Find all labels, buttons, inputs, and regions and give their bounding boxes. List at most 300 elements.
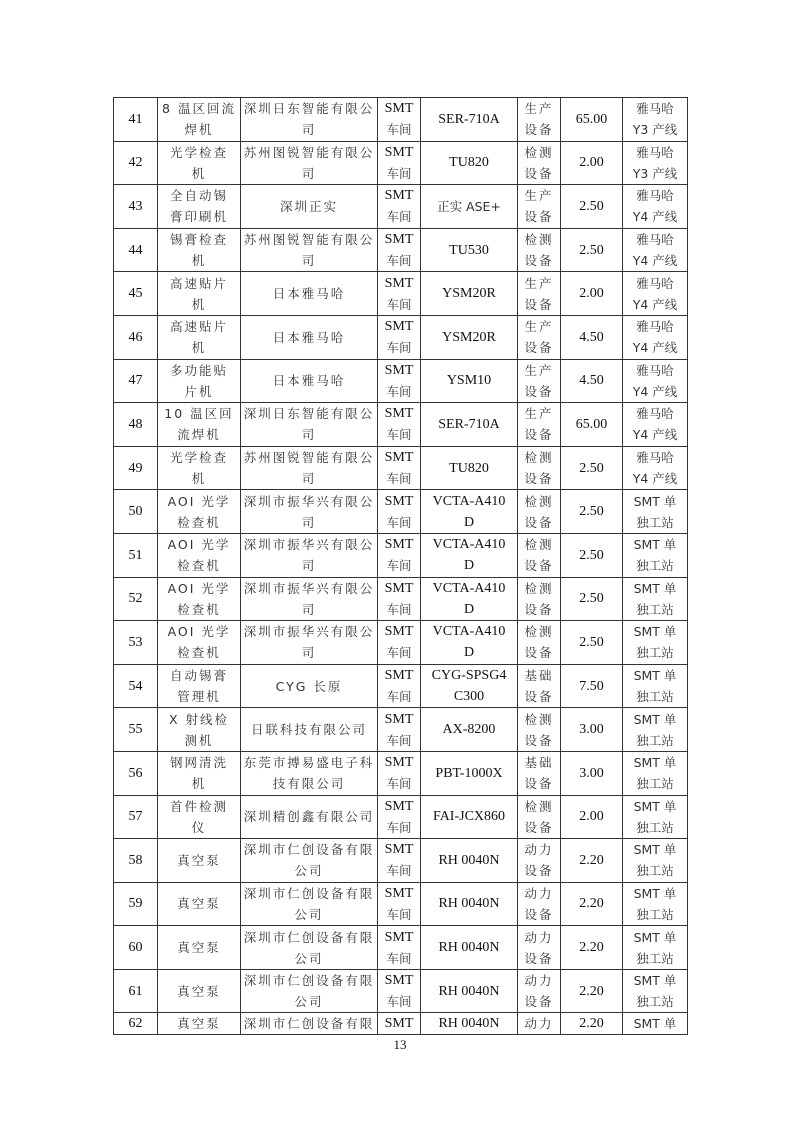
row-number-text: 45 [128, 286, 143, 302]
equipment-name-line: 自动锡膏 [169, 668, 228, 684]
workshop-line: 车间 [386, 514, 412, 530]
row-number-cell [114, 228, 158, 272]
table-row [114, 359, 688, 403]
equipment-type-cell [518, 185, 561, 229]
equipment-name-line: 8 温区回流 [162, 101, 236, 117]
workshop-line: 车间 [386, 906, 412, 922]
model-line: RH 0040N [438, 896, 500, 912]
table-row [114, 185, 688, 229]
row-number-text: 48 [128, 416, 143, 432]
location-line: 独工站 [636, 906, 674, 922]
value-text: 2.50 [579, 198, 604, 214]
row-number-cell [114, 577, 158, 621]
model-line: D [463, 558, 475, 574]
equipment-name-line: 仪 [191, 819, 207, 835]
workshop-line: SMT [384, 1016, 414, 1032]
value-text: 2.20 [579, 983, 604, 999]
location-line: 雅马哈 [636, 406, 674, 422]
manufacturer-line: 公司 [294, 906, 324, 922]
location-line: Y4 产线 [632, 383, 678, 399]
location-cell [623, 403, 688, 447]
value-cell [561, 359, 623, 403]
workshop-cell [378, 490, 421, 534]
location-cell [623, 664, 688, 708]
location-cell [623, 228, 688, 272]
equipment-name-cell [158, 446, 241, 490]
manufacturer-line: 司 [301, 122, 317, 138]
equipment-name-line: 高速贴片 [169, 319, 228, 335]
manufacturer-line: 深圳市振华兴有限公 [243, 580, 375, 596]
value-text: 65.00 [575, 416, 608, 432]
manufacturer-line: 公司 [294, 863, 324, 879]
model-cell [421, 839, 518, 883]
manufacturer-cell [241, 490, 378, 534]
row-number-cell [114, 969, 158, 1013]
model-cell [421, 751, 518, 795]
table-row [114, 315, 688, 359]
workshop-cell [378, 839, 421, 883]
manufacturer-cell [241, 839, 378, 883]
model-cell [421, 664, 518, 708]
location-cell [623, 839, 688, 883]
value-cell [561, 228, 623, 272]
table-row [114, 664, 688, 708]
equipment-name-cell [158, 490, 241, 534]
equipment-name-cell [158, 664, 241, 708]
row-number-text: 41 [128, 111, 143, 127]
model-line: C300 [453, 689, 485, 705]
row-number-cell [114, 926, 158, 970]
equipment-type-line: 检测 [524, 580, 554, 596]
equipment-type-line: 检测 [524, 711, 554, 727]
workshop-line: 车间 [386, 340, 412, 356]
equipment-name-line: 真空泵 [177, 852, 221, 868]
row-number-cell [114, 664, 158, 708]
equipment-name-line: 片机 [184, 383, 214, 399]
value-text: 3.00 [579, 722, 604, 738]
row-number-cell [114, 751, 158, 795]
value-text: 2.00 [579, 809, 604, 825]
value-text: 2.20 [579, 852, 604, 868]
location-line: 独工站 [636, 645, 674, 661]
table-row [114, 228, 688, 272]
row-number-text: 44 [128, 242, 143, 258]
value-text: 4.50 [579, 329, 604, 345]
manufacturer-cell [241, 272, 378, 316]
model-cell [421, 708, 518, 752]
model-line: RH 0040N [438, 940, 500, 956]
manufacturer-line: 日本雅马哈 [272, 329, 346, 345]
equipment-name-line: 焊机 [184, 122, 214, 138]
location-cell [623, 882, 688, 926]
location-line: SMT 单 [633, 885, 677, 901]
equipment-type-cell [518, 228, 561, 272]
workshop-line: SMT [384, 319, 414, 335]
manufacturer-cell [241, 98, 378, 142]
workshop-line: 车间 [386, 645, 412, 661]
location-line: 雅马哈 [636, 101, 674, 117]
workshop-line: SMT [384, 624, 414, 640]
equipment-name-line: 真空泵 [177, 940, 221, 956]
location-cell [623, 141, 688, 185]
manufacturer-line: 司 [301, 514, 317, 530]
value-cell [561, 403, 623, 447]
equipment-type-cell [518, 490, 561, 534]
model-cell [421, 533, 518, 577]
manufacturer-line: 司 [301, 558, 317, 574]
row-number-cell [114, 272, 158, 316]
equipment-type-line: 设备 [524, 209, 554, 225]
equipment-type-line: 检测 [524, 624, 554, 640]
manufacturer-line: 苏州图锐智能有限公 [243, 450, 375, 466]
location-line: 独工站 [636, 776, 674, 792]
table-row [114, 751, 688, 795]
model-cell [421, 446, 518, 490]
equipment-type-cell [518, 664, 561, 708]
workshop-cell [378, 751, 421, 795]
manufacturer-line: 司 [301, 165, 317, 181]
model-cell [421, 272, 518, 316]
equipment-name-line: 10 温区回 [164, 406, 234, 422]
table-row [114, 490, 688, 534]
equipment-name-cell [158, 533, 241, 577]
value-text: 7.50 [579, 678, 604, 694]
workshop-cell [378, 403, 421, 447]
equipment-name-cell [158, 795, 241, 839]
manufacturer-line: 深圳市仁创设备有限 [243, 842, 375, 858]
equipment-name-line: 真空泵 [177, 896, 221, 912]
location-line: 独工站 [636, 863, 674, 879]
workshop-cell [378, 577, 421, 621]
location-line: SMT 单 [633, 580, 677, 596]
manufacturer-cell [241, 621, 378, 665]
row-number-text: 62 [128, 1016, 143, 1032]
table-row [114, 141, 688, 185]
row-number-text: 50 [128, 504, 143, 520]
location-line: SMT 单 [633, 1016, 677, 1032]
manufacturer-line: 深圳市振华兴有限公 [243, 537, 375, 553]
manufacturer-line: 司 [301, 645, 317, 661]
equipment-type-line: 设备 [524, 122, 554, 138]
equipment-name-line: X 射线检 [168, 711, 230, 727]
equipment-name-cell [158, 1013, 241, 1035]
location-line: SMT 单 [633, 929, 677, 945]
manufacturer-line: 深圳日东智能有限公 [243, 101, 375, 117]
manufacturer-cell [241, 403, 378, 447]
location-line: 独工站 [636, 558, 674, 574]
equipment-name-line: AOI 光学 [167, 537, 231, 553]
model-line: AX-8200 [442, 722, 496, 738]
equipment-type-line: 生产 [524, 188, 554, 204]
equipment-name-line: 检查机 [177, 601, 221, 617]
equipment-name-line: 机 [191, 165, 207, 181]
equipment-type-line: 检测 [524, 144, 554, 160]
location-line: 独工站 [636, 601, 674, 617]
row-number-text: 56 [128, 765, 143, 781]
equipment-name-line: 真空泵 [177, 1016, 221, 1032]
equipment-name-line: 机 [191, 776, 207, 792]
value-cell [561, 926, 623, 970]
value-cell [561, 185, 623, 229]
equipment-name-line: 首件检测 [169, 798, 228, 814]
equipment-name-line: 膏印刷机 [169, 209, 228, 225]
location-cell [623, 315, 688, 359]
equipment-type-cell [518, 969, 561, 1013]
equipment-name-line: 机 [191, 253, 207, 269]
row-number-text: 55 [128, 722, 143, 738]
workshop-line: SMT [384, 711, 414, 727]
value-text: 3.00 [579, 765, 604, 781]
workshop-line: 车间 [386, 165, 412, 181]
equipment-type-line: 设备 [524, 776, 554, 792]
manufacturer-line: 公司 [294, 994, 324, 1010]
workshop-line: 车间 [386, 601, 412, 617]
value-cell [561, 795, 623, 839]
equipment-name-line: 机 [191, 340, 207, 356]
location-cell [623, 533, 688, 577]
workshop-line: SMT [384, 885, 414, 901]
location-line: Y4 产线 [632, 427, 678, 443]
equipment-type-line: 生产 [524, 101, 554, 117]
manufacturer-line: 深圳精创鑫有限公司 [243, 809, 375, 825]
location-line: 雅马哈 [636, 362, 674, 378]
model-cell [421, 228, 518, 272]
location-cell [623, 272, 688, 316]
value-cell [561, 882, 623, 926]
equipment-type-line: 设备 [524, 645, 554, 661]
manufacturer-cell [241, 577, 378, 621]
model-line: SER-710A [438, 111, 500, 127]
model-line: VCTA-A410 [432, 537, 506, 553]
value-text: 2.00 [579, 155, 604, 171]
model-line: D [463, 514, 475, 530]
model-cell [421, 315, 518, 359]
workshop-cell [378, 926, 421, 970]
table-row [114, 446, 688, 490]
table-row [114, 533, 688, 577]
value-cell [561, 1013, 623, 1035]
location-line: 独工站 [636, 732, 674, 748]
value-cell [561, 141, 623, 185]
equipment-name-line: 高速贴片 [169, 275, 228, 291]
table-row [114, 969, 688, 1013]
value-cell [561, 315, 623, 359]
value-cell [561, 577, 623, 621]
manufacturer-cell [241, 1013, 378, 1035]
equipment-name-line: AOI 光学 [167, 580, 231, 596]
equipment-type-line: 检测 [524, 798, 554, 814]
location-line: Y4 产线 [632, 253, 678, 269]
row-number-cell [114, 315, 158, 359]
workshop-line: SMT [384, 973, 414, 989]
manufacturer-line: 日本雅马哈 [272, 373, 346, 389]
workshop-cell [378, 185, 421, 229]
table-row [114, 795, 688, 839]
table-row [114, 839, 688, 883]
model-line: FAI-JCX860 [432, 809, 506, 825]
table-row [114, 621, 688, 665]
manufacturer-line: 深圳市仁创设备有限 [243, 973, 375, 989]
workshop-line: SMT [384, 929, 414, 945]
equipment-name-line: 机 [191, 296, 207, 312]
model-line: PBT-1000X [435, 765, 503, 781]
equipment-type-line: 设备 [524, 906, 554, 922]
manufacturer-cell [241, 315, 378, 359]
manufacturer-cell [241, 795, 378, 839]
equipment-type-line: 设备 [524, 165, 554, 181]
equipment-type-cell [518, 751, 561, 795]
equipment-name-line: 检查机 [177, 558, 221, 574]
manufacturer-line: 苏州图锐智能有限公 [243, 232, 375, 248]
location-line: 雅马哈 [636, 319, 674, 335]
equipment-type-line: 设备 [524, 994, 554, 1010]
model-line: SER-710A [438, 416, 500, 432]
equipment-name-cell [158, 315, 241, 359]
model-line: D [463, 645, 475, 661]
workshop-line: 车间 [386, 863, 412, 879]
value-cell [561, 708, 623, 752]
equipment-type-line: 动力 [524, 929, 554, 945]
location-line: SMT 单 [633, 493, 677, 509]
value-cell [561, 969, 623, 1013]
model-line: VCTA-A410 [432, 493, 506, 509]
model-cell [421, 926, 518, 970]
location-cell [623, 359, 688, 403]
equipment-name-cell [158, 708, 241, 752]
workshop-line: 车间 [386, 950, 412, 966]
equipment-type-line: 检测 [524, 493, 554, 509]
model-line: RH 0040N [438, 852, 500, 868]
location-cell [623, 446, 688, 490]
model-line: D [463, 601, 475, 617]
value-cell [561, 621, 623, 665]
equipment-name-cell [158, 926, 241, 970]
location-line: 雅马哈 [636, 232, 674, 248]
table-row [114, 577, 688, 621]
table-row [114, 1013, 688, 1035]
equipment-name-line: 钢网清洗 [169, 755, 228, 771]
equipment-type-line: 设备 [524, 819, 554, 835]
manufacturer-line: 技有限公司 [272, 776, 346, 792]
location-line: Y3 产线 [632, 165, 678, 181]
equipment-type-line: 检测 [524, 537, 554, 553]
value-text: 2.50 [579, 460, 604, 476]
equipment-type-line: 检测 [524, 232, 554, 248]
value-text: 2.50 [579, 504, 604, 520]
location-line: 雅马哈 [636, 275, 674, 291]
manufacturer-line: 苏州图锐智能有限公 [243, 144, 375, 160]
workshop-line: SMT [384, 755, 414, 771]
equipment-name-cell [158, 882, 241, 926]
value-text: 65.00 [575, 111, 608, 127]
row-number-cell [114, 403, 158, 447]
workshop-line: 车间 [386, 732, 412, 748]
equipment-type-cell [518, 533, 561, 577]
model-cell [421, 882, 518, 926]
equipment-name-line: 全自动锡 [169, 188, 228, 204]
equipment-name-line: AOI 光学 [167, 624, 231, 640]
table-row [114, 926, 688, 970]
workshop-line: 车间 [386, 819, 412, 835]
equipment-name-cell [158, 751, 241, 795]
location-line: SMT 单 [633, 755, 677, 771]
manufacturer-line: 深圳市仁创设备有限 [243, 1016, 375, 1032]
row-number-text: 58 [128, 852, 143, 868]
equipment-name-cell [158, 185, 241, 229]
equipment-name-line: 机 [191, 471, 207, 487]
row-number-text: 51 [128, 547, 143, 563]
location-cell [623, 577, 688, 621]
workshop-cell [378, 795, 421, 839]
row-number-text: 54 [128, 678, 143, 694]
row-number-cell [114, 185, 158, 229]
row-number-text: 60 [128, 940, 143, 956]
location-line: 独工站 [636, 950, 674, 966]
equipment-type-cell [518, 839, 561, 883]
manufacturer-cell [241, 533, 378, 577]
equipment-type-cell [518, 1013, 561, 1035]
workshop-line: 车间 [386, 471, 412, 487]
equipment-type-cell [518, 403, 561, 447]
model-line: YSM20R [442, 329, 496, 345]
workshop-line: 车间 [386, 296, 412, 312]
workshop-line: SMT [384, 101, 414, 117]
location-line: SMT 单 [633, 624, 677, 640]
location-line: SMT 单 [633, 798, 677, 814]
location-line: 雅马哈 [636, 144, 674, 160]
model-line: CYG-SPSG4 [431, 668, 507, 684]
equipment-type-line: 检测 [524, 450, 554, 466]
location-line: Y4 产线 [632, 340, 678, 356]
row-number-text: 59 [128, 896, 143, 912]
location-cell [623, 795, 688, 839]
location-cell [623, 98, 688, 142]
equipment-name-cell [158, 141, 241, 185]
equipment-name-line: 流焊机 [177, 427, 221, 443]
workshop-line: SMT [384, 668, 414, 684]
value-text: 2.20 [579, 1016, 604, 1032]
equipment-type-line: 设备 [524, 950, 554, 966]
row-number-text: 57 [128, 809, 143, 825]
workshop-line: SMT [384, 188, 414, 204]
manufacturer-line: 司 [301, 471, 317, 487]
model-cell [421, 185, 518, 229]
location-line: Y4 产线 [632, 471, 678, 487]
workshop-line: 车间 [386, 776, 412, 792]
row-number-cell [114, 98, 158, 142]
location-line: SMT 单 [633, 668, 677, 684]
equipment-type-line: 设备 [524, 514, 554, 530]
workshop-line: SMT [384, 450, 414, 466]
manufacturer-cell [241, 228, 378, 272]
workshop-cell [378, 621, 421, 665]
equipment-name-cell [158, 403, 241, 447]
workshop-cell [378, 446, 421, 490]
model-line: TU820 [449, 460, 489, 476]
workshop-line: SMT [384, 537, 414, 553]
value-text: 2.50 [579, 634, 604, 650]
equipment-name-cell [158, 839, 241, 883]
table-row [114, 272, 688, 316]
equipment-type-line: 生产 [524, 406, 554, 422]
row-number-text: 46 [128, 329, 143, 345]
model-line: VCTA-A410 [432, 624, 506, 640]
location-line: 独工站 [636, 689, 674, 705]
workshop-line: 车间 [386, 558, 412, 574]
equipment-name-cell [158, 228, 241, 272]
equipment-type-line: 设备 [524, 601, 554, 617]
equipment-type-line: 设备 [524, 340, 554, 356]
